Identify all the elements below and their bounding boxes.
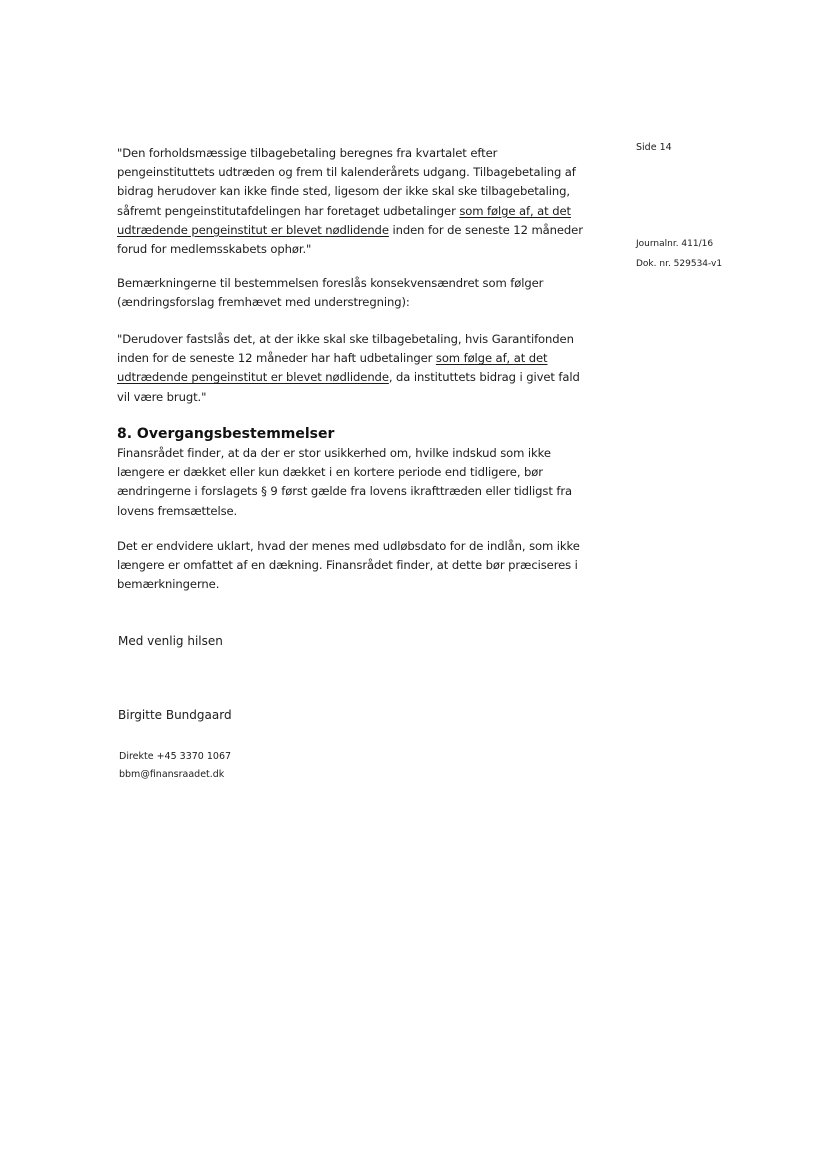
closing-greeting: Med venlig hilsen: [118, 634, 223, 648]
remarks-paragraph: Bemærkningerne til bestemmelsen foreslås konsekvensændret som følger (ændringsforslag fremhævet med understregning):: [117, 276, 544, 310]
quote-paragraph-proposed: [117, 330, 595, 407]
page-number: Side 14: [636, 142, 672, 153]
document-number: Dok. nr. 529534-v1: [636, 259, 723, 269]
transition-paragraph: Finansrådet finder, at da der er stor usikkerhed om, hvilke indskud som ikke længere er dækket eller kun dækket i en kortere periode end tidligere, bør ændringerne i forslagets § 9 først gælde fra lovens ikrafttræden eller tidligst fra lovens fremsættelse.: [117, 446, 573, 518]
document-meta: [636, 234, 722, 274]
quote-proposed-text-a: "Derudover fastslås det, at der ikke skal ske tilbagebetaling, hvis Garantifonden inden for de seneste 12 måneder har haft udbetalinger: [117, 332, 574, 366]
contact-block: [119, 748, 231, 784]
quote-proposed-text-b: , da instituttets bidrag i givet fald vil være brugt.": [117, 370, 580, 404]
quote-original-text-b: inden for de seneste 12 måneder forud for medlemsskabets ophør.": [117, 222, 583, 257]
quote-original-text-a: "Den forholdsmæssige tilbagebetaling beregnes fra kvartalet efter pengeinstituttets udtræden og frem til kalenderårets udgang. Tilbagebetaling af bidrag herudover kan ikke finde sted, ligesom der ikke skal ske tilbagebetaling, såfremt pengeinstitutafdelingen har foretaget udbetalinger: [117, 146, 576, 218]
quote-paragraph-original: [117, 144, 595, 259]
section-heading: 8. Overgangsbestemmelser: [117, 426, 335, 442]
journal-number: Journalnr. 411/16: [636, 239, 714, 249]
expiry-paragraph: Det er endvidere uklart, hvad der menes med udløbsdato for de indlån, som ikke længere er omfattet af en dækning. Finansrådet finder, at dette bør præciseres i bemærkningerne.: [117, 539, 580, 592]
signature-name: Birgitte Bundgaard: [118, 708, 232, 722]
contact-email: bbm@finansraadet.dk: [119, 769, 225, 780]
quote-proposed-underlined: som følge af, at det udtrædende pengeinstitut er blevet nødlidende: [117, 351, 548, 385]
quote-original-underlined: som følge af, at det udtrædende pengeinstitut er blevet nødlidende: [117, 203, 571, 237]
contact-phone: Direkte +45 3370 1067: [119, 751, 232, 762]
